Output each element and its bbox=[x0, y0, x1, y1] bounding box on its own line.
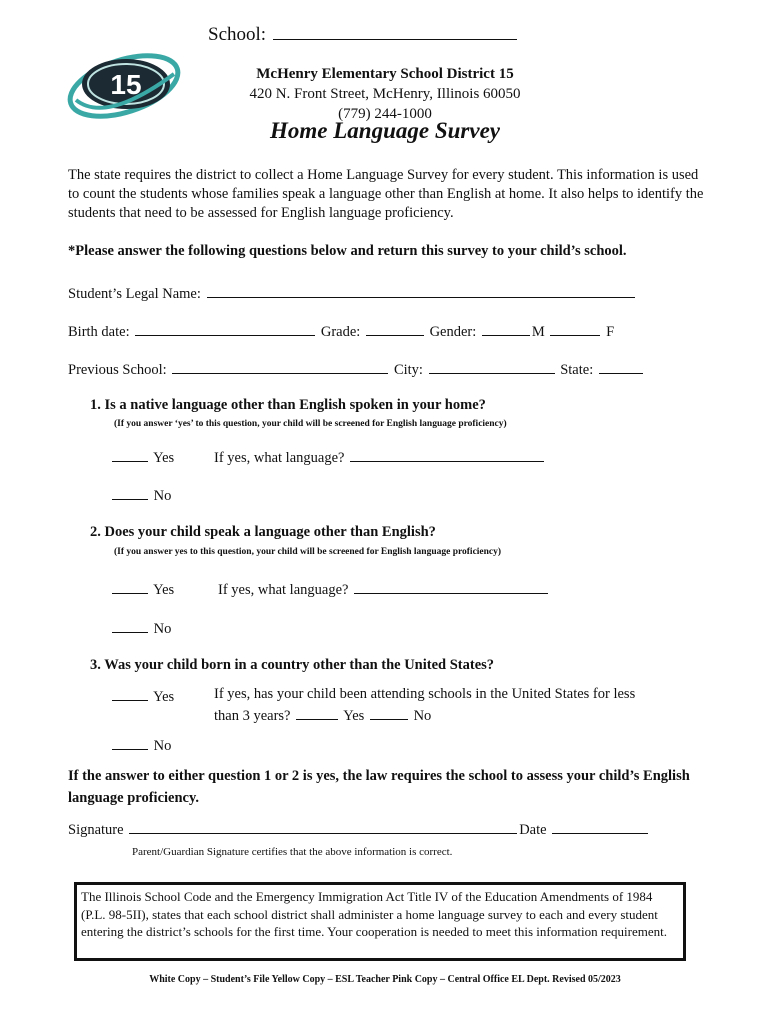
question-2-language-row bbox=[218, 579, 550, 599]
question-2-language-label: If yes, what language? bbox=[218, 582, 349, 598]
state-input[interactable] bbox=[599, 359, 643, 374]
question-3-followup-no-label: No bbox=[413, 708, 432, 724]
birth-grade-gender-row bbox=[68, 321, 614, 341]
question-2-yes-row bbox=[112, 579, 174, 599]
question-3-yes-label: Yes bbox=[153, 689, 175, 705]
previous-school-row bbox=[68, 359, 645, 379]
gender-female-label: F bbox=[606, 324, 615, 340]
question-2-note: (If you answer yes to this question, your child will be screened for English language proficiency) bbox=[114, 547, 502, 557]
legal-name-row bbox=[68, 283, 637, 303]
signature-label: Signature bbox=[68, 822, 124, 838]
instruction-text: *Please answer the following questions below and return this survey to your child’s school. bbox=[68, 243, 627, 259]
question-3-yes-row bbox=[112, 686, 174, 706]
question-3-followup-yes-label: Yes bbox=[343, 708, 365, 724]
gender-label: Gender: bbox=[429, 324, 477, 340]
previous-school-label: Previous School: bbox=[68, 362, 167, 378]
law-statement: If the answer to either question 1 or 2 is yes, the law requires the school to assess your child’s English language proficiency. bbox=[68, 768, 690, 806]
question-2-no-row bbox=[112, 618, 171, 638]
logo-number: 15 bbox=[110, 69, 142, 100]
question-1: 1. Is a native language other than English spoken in your home? bbox=[90, 397, 486, 413]
question-1-no-input[interactable] bbox=[112, 485, 148, 500]
question-3: 3. Was your child born in a country other than the United States? bbox=[90, 657, 495, 673]
question-3-no-input[interactable] bbox=[112, 735, 148, 750]
question-3-yes-input[interactable] bbox=[112, 686, 148, 701]
school-field-row bbox=[208, 24, 519, 46]
question-3-no-row bbox=[112, 735, 171, 755]
district-15-logo bbox=[66, 44, 186, 126]
copy-distribution-footer: White Copy – Student’s File Yellow Copy – ESL Teacher Pink Copy – Central Office EL Dept. Revised 05/2023 bbox=[149, 974, 621, 985]
question-3-followup-prefix: than 3 years? bbox=[214, 708, 291, 724]
question-2: 2. Does your child speak a language other than English? bbox=[90, 524, 436, 540]
state-label: State: bbox=[560, 362, 594, 378]
legal-notice-text: The Illinois School Code and the Emergency Immigration Act Title IV of the Education Amendments of 1984 (P.L. 98-5II), states that each school district shall administer a home language survey to each and every student entering the district’s schools for the first time. Your cooperation is needed to meet this information requirement. bbox=[81, 889, 667, 939]
question-3-followup-line1: If yes, has your child been attending schools in the United States for less bbox=[214, 686, 636, 702]
question-1-yes-label: Yes bbox=[153, 450, 175, 466]
date-label: Date bbox=[519, 822, 547, 838]
birth-date-label: Birth date: bbox=[68, 324, 130, 340]
district-address: 420 N. Front Street, McHenry, Illinois 60050 bbox=[249, 86, 521, 102]
question-1-yes-row bbox=[112, 447, 174, 467]
question-1-language-input[interactable] bbox=[350, 447, 544, 462]
question-1-yes-input[interactable] bbox=[112, 447, 148, 462]
question-2-no-label: No bbox=[153, 621, 172, 637]
signature-row bbox=[68, 819, 650, 839]
birth-date-input[interactable] bbox=[135, 321, 315, 336]
legal-name-label: Student’s Legal Name: bbox=[68, 286, 201, 302]
legal-name-input[interactable] bbox=[207, 283, 635, 298]
gender-female-input[interactable] bbox=[550, 321, 600, 336]
intro-paragraph: The state requires the district to collect a Home Language Survey for every student. This information is used to count the students whose families speak a language other than English at home. It also helps to identify the students that need to be assessed for English language proficiency. bbox=[68, 167, 704, 221]
question-3-no-label: No bbox=[153, 738, 172, 754]
school-label: School: bbox=[208, 24, 267, 45]
question-1-language-label: If yes, what language? bbox=[214, 450, 345, 466]
district-name: McHenry Elementary School District 15 bbox=[256, 66, 514, 82]
question-3-followup-row bbox=[214, 705, 431, 725]
previous-school-input[interactable] bbox=[172, 359, 388, 374]
signature-certification: Parent/Guardian Signature certifies that the above information is correct. bbox=[132, 846, 453, 858]
survey-title: Home Language Survey bbox=[270, 118, 500, 143]
grade-label: Grade: bbox=[320, 324, 361, 340]
legal-notice-box bbox=[74, 882, 686, 961]
school-input[interactable] bbox=[273, 25, 517, 40]
question-2-no-input[interactable] bbox=[112, 618, 148, 633]
question-3-followup-yes-input[interactable] bbox=[296, 705, 338, 720]
question-3-followup-no-input[interactable] bbox=[370, 705, 408, 720]
grade-input[interactable] bbox=[366, 321, 424, 336]
district-header bbox=[210, 64, 560, 124]
gender-male-input[interactable] bbox=[482, 321, 530, 336]
question-1-no-label: No bbox=[153, 488, 172, 504]
question-2-yes-input[interactable] bbox=[112, 579, 148, 594]
signature-input[interactable] bbox=[129, 819, 517, 834]
question-1-note: (If you answer ‘yes’ to this question, your child will be screened for English language proficiency) bbox=[114, 419, 507, 429]
city-label: City: bbox=[393, 362, 423, 378]
question-2-language-input[interactable] bbox=[354, 579, 548, 594]
district-phone: (779) 244-1000 bbox=[338, 106, 432, 122]
question-2-yes-label: Yes bbox=[153, 582, 175, 598]
city-input[interactable] bbox=[429, 359, 555, 374]
date-input[interactable] bbox=[552, 819, 648, 834]
gender-male-label: M bbox=[531, 324, 545, 340]
question-1-language-row bbox=[214, 447, 546, 467]
question-1-no-row bbox=[112, 485, 171, 505]
